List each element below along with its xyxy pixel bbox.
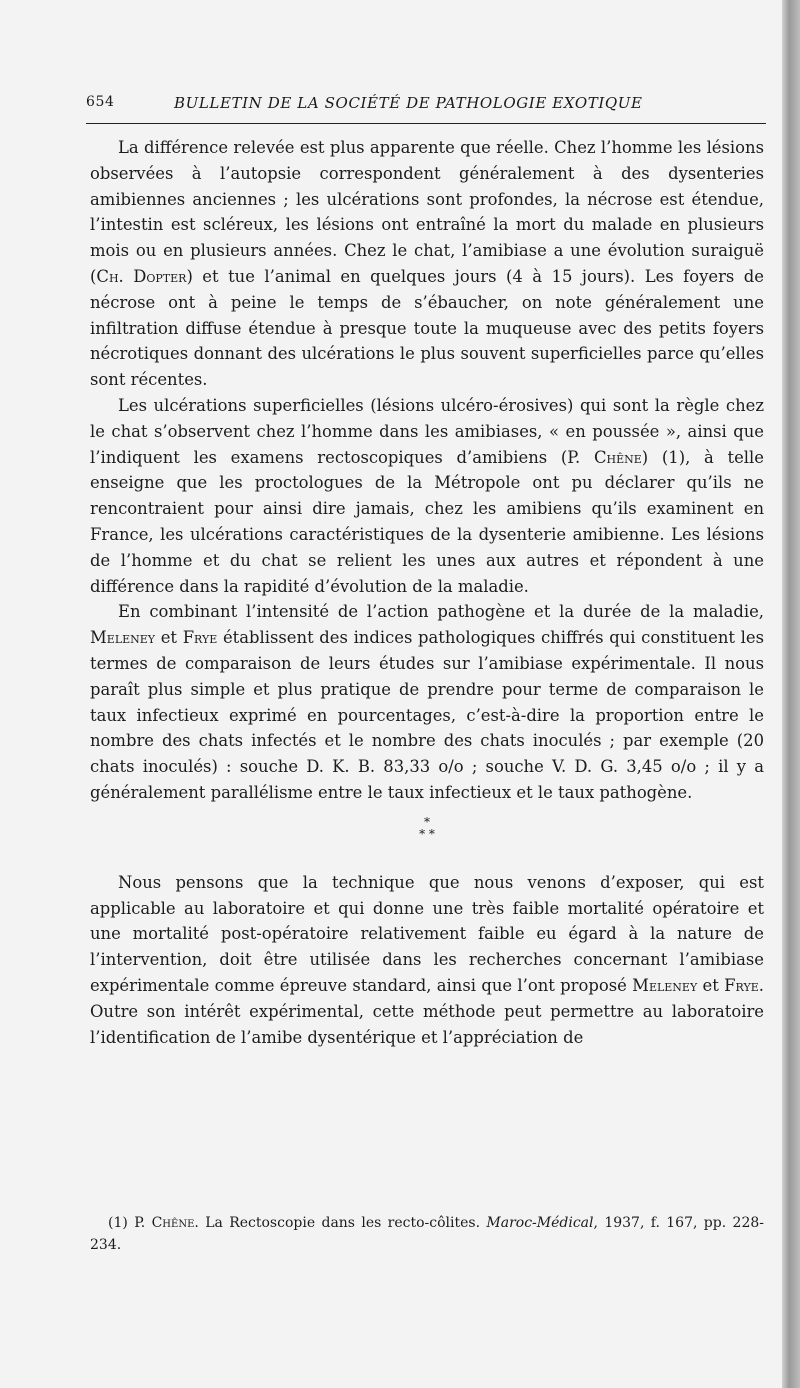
text: et — [697, 975, 725, 995]
journal-title: BULLETIN DE LA SOCIÉTÉ DE PATHOLOGIE EXOTIQUE — [174, 94, 643, 112]
text: La différence relevée est plus apparente que réelle. Chez l’homme les lésions observées à l’autopsie correspondent généralement à des dysenteries amibiennes anciennes ; les ulcérations sont profondes, la nécrose est étendue, l’intestin est scléreux, les lésions ont entraîné la mort du malade en plusieurs mois ou en plusieurs années. Chez le chat, l’amibiase a une évolution suraiguë ( — [90, 138, 764, 286]
text: Les ulcérations superficielles (lésions ulcéro-érosives) qui sont la règle chez le chat s’observent chez l’homme dans les amibiases, « en poussée », ainsi que l’indiquent les examens rectoscopiques d’amibiens (P. — [90, 395, 764, 467]
page-number: 654 — [86, 94, 115, 110]
text: ) et tue l’animal en quelques jours (4 à 15 jours). Les foyers de nécrose ont à peine le temps de s’ébaucher, on note généralement une infiltration diffuse étendue à presque toute la muqueuse avec des petits foyers nécrotiques donnant des ulcérations le plus souvent superficielles parce qu’elles sont récentes. — [90, 266, 764, 390]
separator-stars-bottom: * * — [419, 826, 435, 841]
header-rule — [86, 123, 766, 124]
text: établissent des indices pathologiques chiffrés qui constituent les termes de comparaison de leurs études sur l’amibiase expérimentale. Il nous paraît plus simple et plus pratique de prendre pour terme de comparaison le taux infectieux exprimé en pourcentages, c’est-à-dire la proportion entre le nombre des chats infectés et le nombre des chats inoculés ; par exemple (20 chats inoculés) : souche D. K. B. 83,33 o/o ; souche V. D. G. 3,45 o/o ; il y a généralement parallélisme entre le taux infectieux et le taux pathogène. — [90, 628, 764, 802]
author-name: Frye — [182, 628, 218, 648]
footnote — [90, 1212, 764, 1256]
paragraph-2 — [90, 393, 764, 599]
text: Nous pensons que la technique que nous venons d’exposer, qui est applicable au laboratoire et qui donne une très faible mortalité opératoire et une mortalité post-opératoire relativement faible eu égard à la nature de l’intervention, doit être utilisée dans les recherches concernant l’amibiase expérimentale comme épreuve standard, ainsi que l’ont proposé — [90, 872, 764, 995]
text: . La Rectoscopie dans les recto-côlites. — [194, 1215, 487, 1231]
running-header — [86, 92, 766, 120]
section-separator — [90, 816, 764, 840]
author-name: Meleney — [90, 628, 156, 648]
article-body — [90, 135, 764, 1050]
journal-name: Maroc-Médical — [486, 1215, 594, 1231]
author-name: Meleney — [632, 975, 698, 995]
author-name: Chêne — [593, 447, 642, 467]
separator-star-top: * — [424, 814, 430, 829]
text: . Outre son intérêt expérimental, cette méthode peut permettre au laboratoire l’identification de l’amibe dysentérique et l’appréciation de — [90, 975, 764, 1047]
paragraph-1 — [90, 135, 764, 393]
text: , 1937, f. 167, pp. 228-234. — [90, 1215, 764, 1253]
text: En combinant l’intensité de l’action pathogène et la durée de la maladie, — [118, 602, 764, 622]
author-name: Chêne — [151, 1215, 195, 1231]
text: et — [155, 628, 183, 648]
paragraph-4 — [90, 870, 764, 1051]
author-name: Frye — [724, 975, 759, 995]
paragraph-3 — [90, 599, 764, 805]
text: ) (1), à telle enseigne que les proctologues de la Métropole ont pu déclarer qu’ils ne rencontraient pour ainsi dire jamais, chez les amibiens qu’ils examinent en France, les ulcérations caractéristiques de la dysenterie amibienne. Les lésions de l’homme et du chat se relient les unes aux autres et répondent à une différence dans la rapidité d’évolution de la maladie. — [90, 447, 764, 596]
author-name: Ch. Dopter — [96, 266, 187, 286]
page-edge-shadow — [782, 0, 800, 1388]
footnote-1 — [90, 1212, 764, 1256]
text: (1) P. — [108, 1215, 152, 1231]
